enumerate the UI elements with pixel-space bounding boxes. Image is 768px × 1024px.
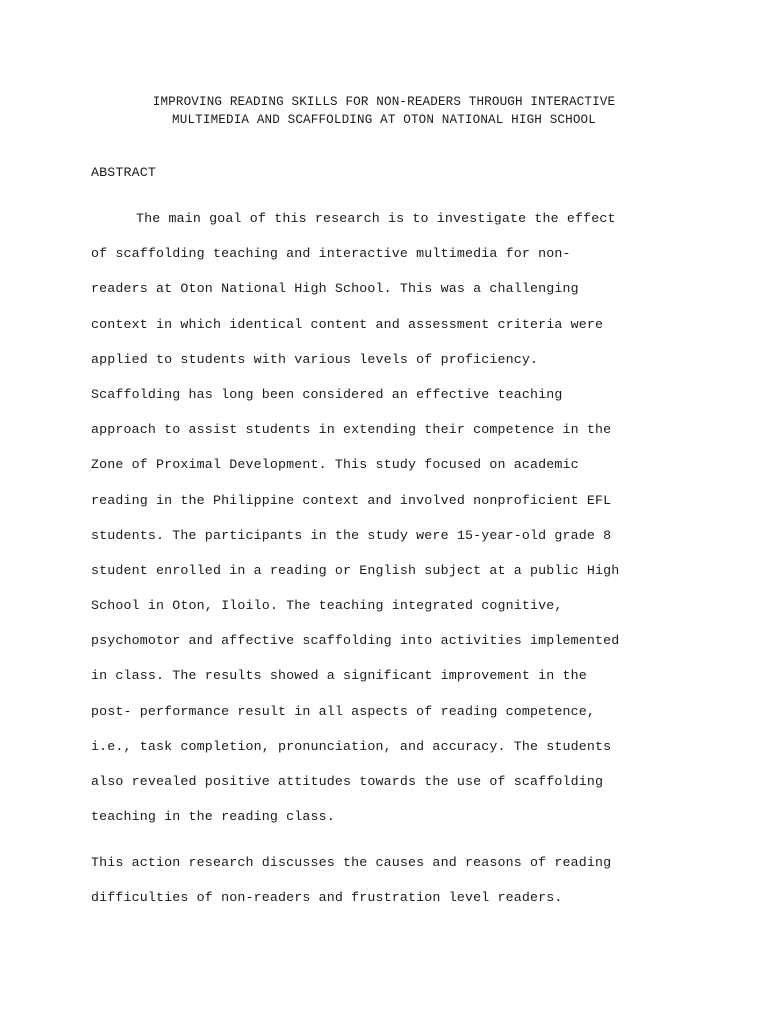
document-title <box>100 93 668 129</box>
paragraph-line: Zone of Proximal Development. This study focused on academic <box>91 457 579 473</box>
paragraph-line: School in Oton, Iloilo. The teaching integrated cognitive, <box>91 598 563 614</box>
title-line-1: IMPROVING READING SKILLS FOR NON-READERS THROUGH INTERACTIVE <box>152 95 616 109</box>
paragraph-line: student enrolled in a reading or English subject at a public High <box>91 562 620 578</box>
paragraph-line: approach to assist students in extending their competence in the <box>91 422 612 438</box>
abstract-paragraph-1 <box>91 209 691 842</box>
paragraph-line: also revealed positive attitudes towards the use of scaffolding <box>91 774 604 789</box>
paragraph-line: This action research discusses the causes and reasons of reading <box>91 855 612 870</box>
title-line-2: MULTIMEDIA AND SCAFFOLDING AT OTON NATIONAL HIGH SCHOOL <box>172 113 596 127</box>
paragraph-line: psychomotor and affective scaffolding into activities implemented <box>91 633 620 649</box>
paragraph-line: of scaffolding teaching and interactive multimedia for non- <box>91 246 571 262</box>
paragraph-line: in class. The results showed a significant improvement in the <box>91 668 587 684</box>
paragraph-line: applied to students with various levels of proficiency. <box>91 351 539 367</box>
paragraph-line: context in which identical content and assessment criteria were <box>91 316 604 332</box>
paragraph-line: readers at Oton National High School. This was a challenging <box>91 281 579 297</box>
paragraph-line: Scaffolding has long been considered an effective teaching <box>91 386 563 402</box>
abstract-heading: ABSTRACT <box>91 165 157 180</box>
paragraph-line: i.e., task completion, pronunciation, and accuracy. The students <box>91 738 612 754</box>
abstract-paragraph-2 <box>91 853 691 923</box>
paragraph-line: teaching in the reading class. <box>91 809 335 825</box>
paragraph-line: difficulties of non-readers and frustration level readers. <box>91 890 563 906</box>
paragraph-line: reading in the Philippine context and involved nonproficient EFL <box>91 492 612 508</box>
paragraph-line: students. The participants in the study were 15-year-old grade 8 <box>91 527 612 543</box>
paragraph-line: post- performance result in all aspects of reading competence, <box>91 703 596 719</box>
paragraph-line: The main goal of this research is to investigate the effect <box>136 211 616 226</box>
